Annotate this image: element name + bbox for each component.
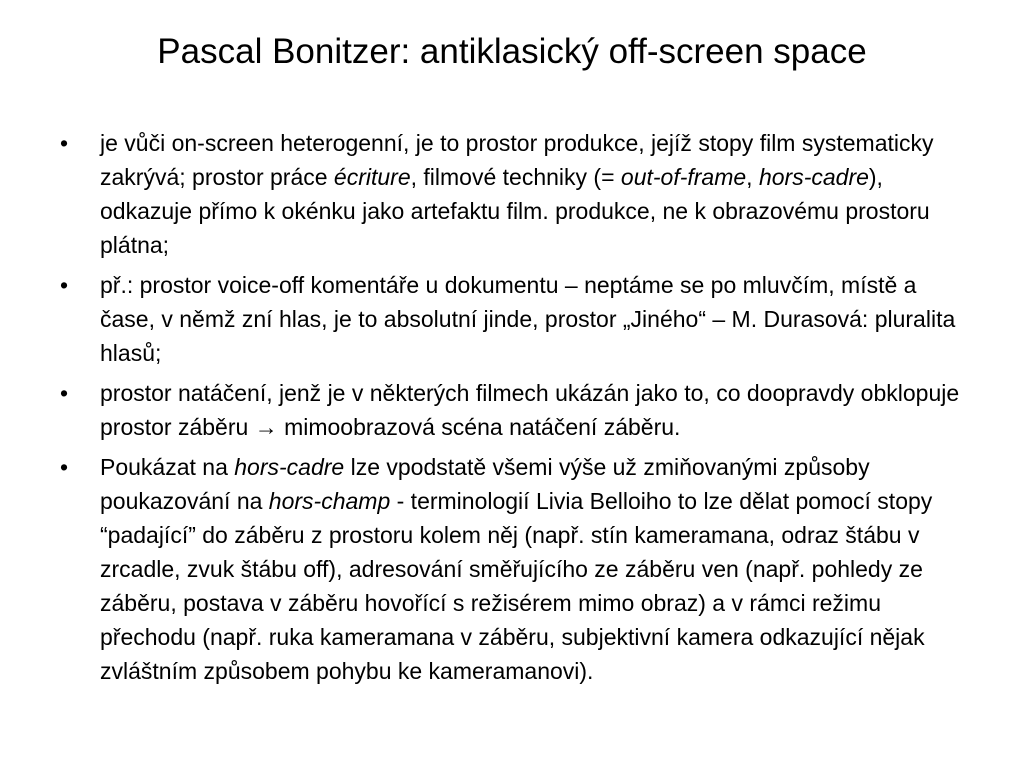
bullet-glyph: • bbox=[60, 454, 69, 480]
bullet-text bbox=[100, 454, 932, 684]
bullet-list bbox=[58, 126, 970, 694]
bullet-text-segment: prostor natáčení, jenž je v některých filmech ukázán jako to, co doopravdy obklopuje prostor záběru → mimoobrazová scéna natáčení záběru. bbox=[100, 380, 960, 440]
bullet-text-italic-segment: hors-cadre bbox=[234, 454, 345, 480]
bullet-text-segment: ), odkazuje přímo k okénku jako artefaktu film. produkce, ne k obrazovému prostoru plátna; bbox=[100, 164, 930, 258]
slide-title: Pascal Bonitzer: antiklasický off-screen space bbox=[157, 32, 867, 71]
bullet-item bbox=[58, 376, 970, 444]
bullet-text-segment: Poukázat na bbox=[100, 454, 235, 480]
bullet-text-segment: , bbox=[746, 164, 759, 190]
bullet-text-italic-segment: hors-champ bbox=[268, 488, 391, 514]
bullet-text-italic-segment: out-of-frame bbox=[620, 164, 747, 190]
bullet-glyph: • bbox=[60, 272, 69, 298]
bullet-text-segment: lze vpodstatě všemi výše už zmiňovanými způsoby poukazování na bbox=[100, 454, 870, 514]
bullet-text-italic-segment: hors-cadre bbox=[758, 164, 869, 190]
bullet-text-segment: je vůči on-screen heterogenní, je to prostor produkce, jejíž stopy film systematicky zakrývá; prostor práce bbox=[100, 130, 934, 190]
bullet-glyph: • bbox=[60, 130, 69, 156]
bullet-text bbox=[100, 272, 955, 366]
bullet-text-italic-segment: écriture bbox=[333, 164, 411, 190]
bullet-text bbox=[100, 130, 933, 258]
bullet-item bbox=[58, 126, 970, 262]
bullet-text-segment: př.: prostor voice-off komentáře u dokumentu – neptáme se po mluvčím, místě a čase, v němž zní hlas, je to absolutní jinde, prostor „Jiného“ – M. Durasová: pluralita hlasů; bbox=[100, 272, 956, 366]
bullet-text-segment: , filmové techniky (= bbox=[410, 164, 621, 190]
bullet-glyph: • bbox=[60, 380, 69, 406]
bullet-item bbox=[58, 268, 970, 370]
bullet-text bbox=[100, 380, 959, 440]
bullet-item bbox=[58, 450, 970, 688]
bullet-text-segment: - terminologií Livia Belloiho to lze dělat pomocí stopy “padající” do záběru z prostoru kolem něj (např. stín kameramana, odraz štábu v zrcadle, zvuk štábu off), adresování směřujícího ze záběru ven (např. pohledy ze záběru, postava v záběru hovořící s režisérem mimo obraz) a v rámci režimu přechodu (např. ruka kameramana v záběru, subjektivní kamera odkazující nějak zvláštním způsobem pohybu ke kameramanovi). bbox=[100, 488, 933, 684]
